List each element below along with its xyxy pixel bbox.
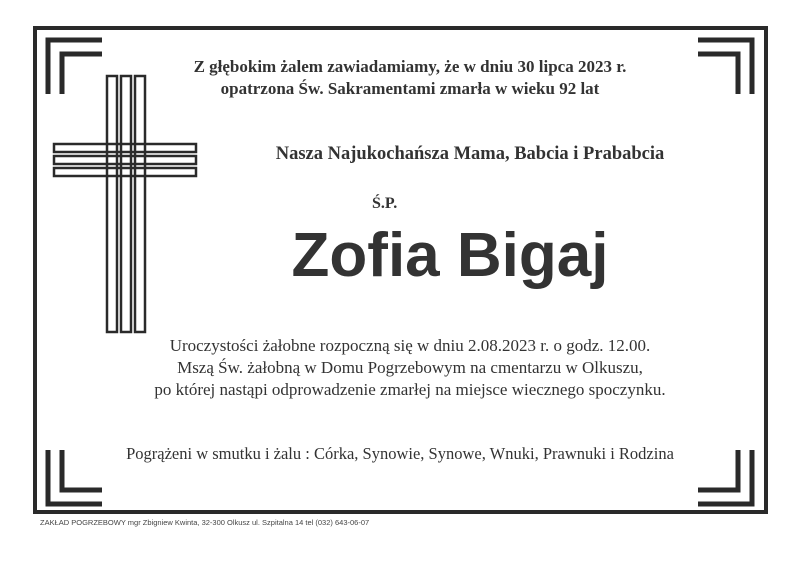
deceased-name: Zofia Bigaj [291, 221, 609, 290]
mourners-text: Pogrążeni w smutku i żalu : Córka, Synowie, Synowe, Wnuki, Prawnuki i Rodzina [126, 444, 674, 463]
ceremony-text [110, 335, 710, 401]
funeral-home-footer: ZAKŁAD POGRZEBOWY mgr Zbigniew Kwinta, 32-300 Olkusz ul. Szpitalna 14 tel (032) 643-06-07 [40, 518, 370, 527]
ceremony-line: po której nastąpi odprowadzenie zmarłej na miejsce wiecznego spoczynku. [154, 380, 666, 399]
intro-text [150, 56, 670, 100]
ceremony-line: Mszą Św. żałobną w Domu Pogrzebowym na cmentarzu w Olkuszu, [177, 358, 643, 377]
ceremony-line: Uroczystości żałobne rozpoczną się w dniu 2.08.2023 r. o godz. 12.00. [169, 336, 651, 355]
corner-ornament-icon [690, 32, 760, 102]
relation-text: Nasza Najukochańsza Mama, Babcia i Prababcia [275, 144, 665, 164]
cross-icon [50, 74, 200, 336]
intro-line: Z głębokim żalem zawiadamiamy, że w dniu 30 lipca 2023 r. [193, 57, 627, 76]
intro-line: opatrzona Św. Sakramentami zmarła w wieku 92 lat [220, 79, 600, 98]
honorific: Ś.P. [372, 195, 398, 212]
